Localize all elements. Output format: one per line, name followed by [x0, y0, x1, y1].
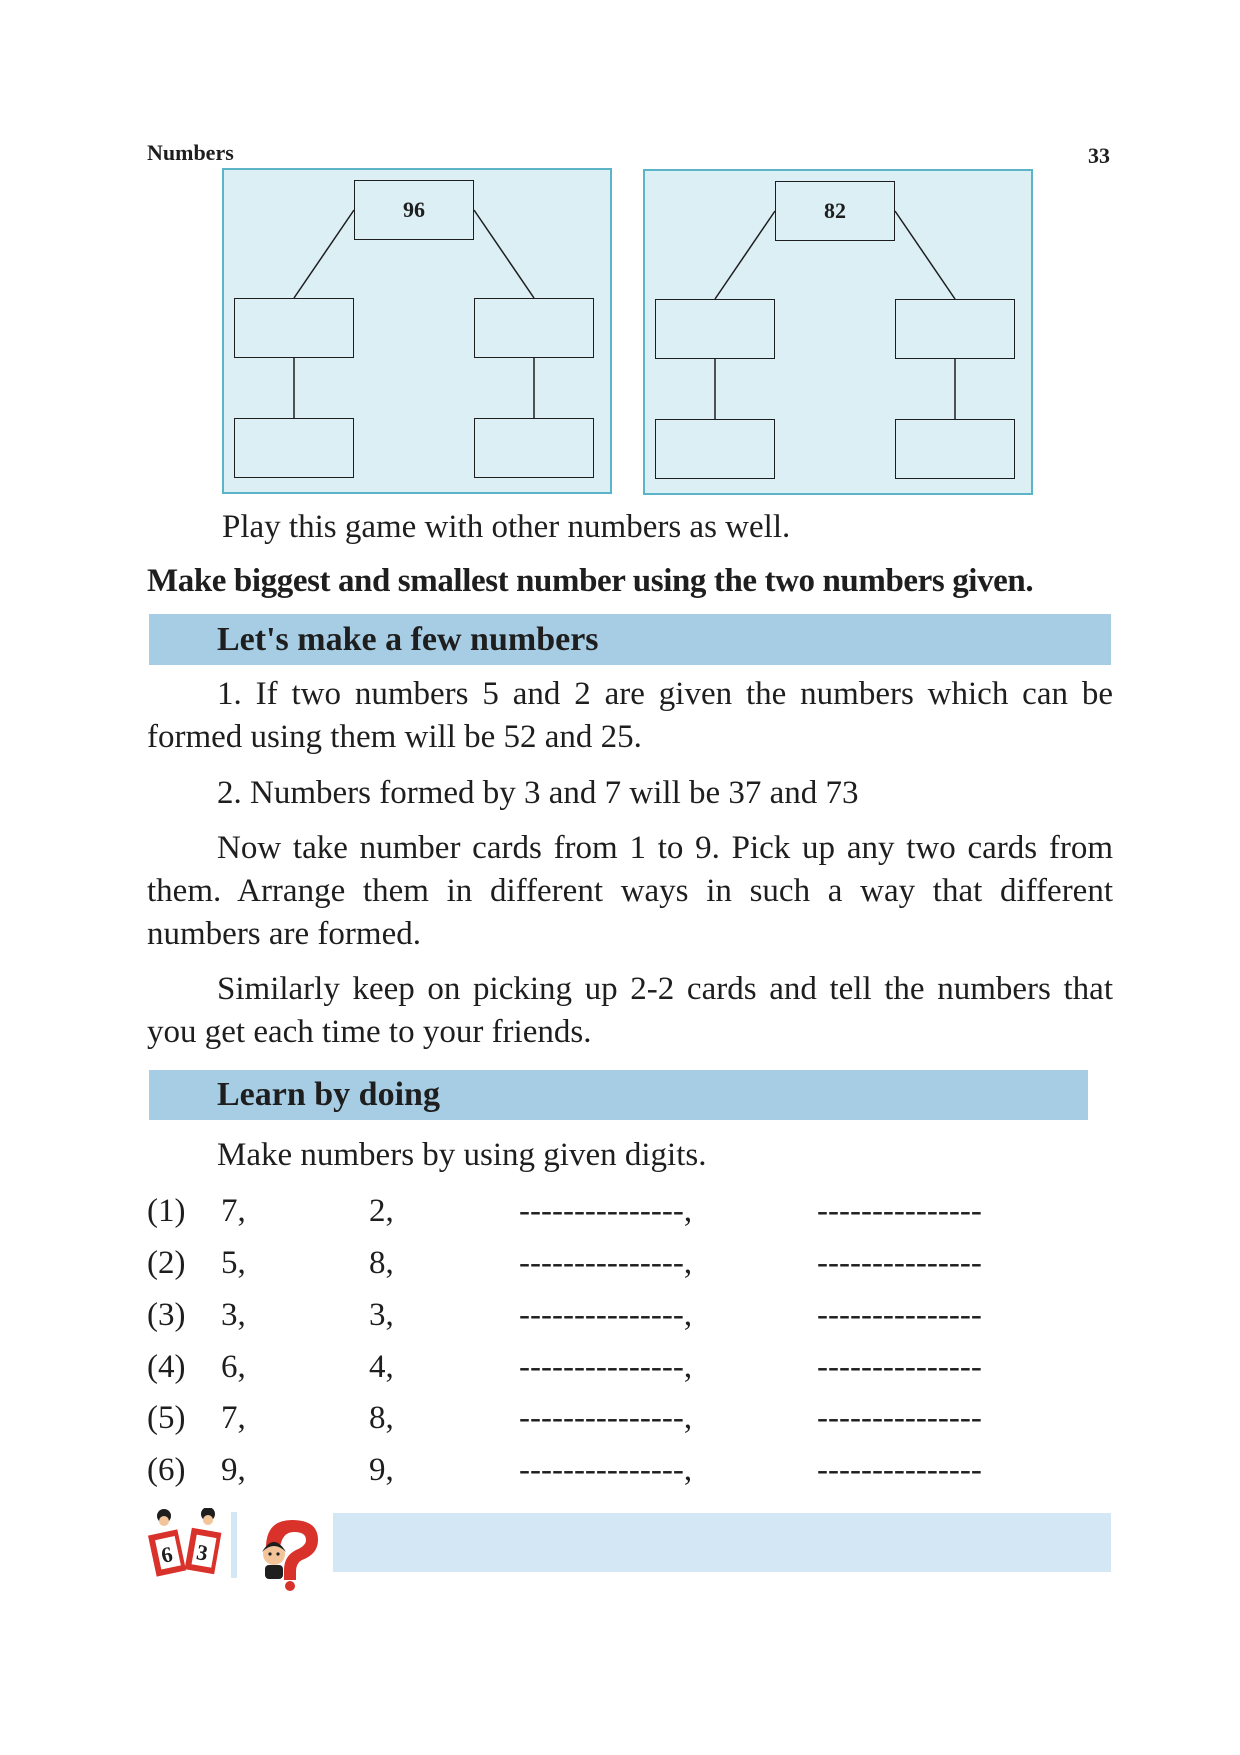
answer-blank-2[interactable]: ---------------: [817, 1452, 982, 1488]
tree-mid-left-box[interactable]: [234, 298, 354, 358]
tree-bottom-left-box[interactable]: [655, 419, 775, 479]
digit-1: 7,: [221, 1400, 246, 1436]
answer-blank-2[interactable]: ---------------: [817, 1245, 982, 1281]
number-tree-96: [222, 168, 612, 494]
answer-blank-2[interactable]: ---------------: [817, 1349, 982, 1385]
answer-blank-1[interactable]: ---------------,: [519, 1297, 693, 1333]
tree-bottom-right-box[interactable]: [895, 419, 1015, 479]
digit-2: 8,: [369, 1245, 394, 1281]
band-title: Let's make a few numbers: [217, 620, 599, 658]
play-instruction: Play this game with other numbers as well.: [222, 509, 791, 545]
digit-1: 9,: [221, 1452, 246, 1488]
digit-2: 8,: [369, 1400, 394, 1436]
exercise-number: (4): [147, 1349, 186, 1385]
digit-2: 2,: [369, 1193, 394, 1229]
number-tree-82: [643, 169, 1033, 495]
exercise-row: [147, 1245, 1047, 1289]
exercise-row: [147, 1452, 1047, 1496]
card-digit: 3: [194, 1539, 210, 1566]
exercise-number: (6): [147, 1452, 186, 1488]
footer-icons: [148, 1508, 328, 1592]
answer-blank-1[interactable]: ---------------,: [519, 1400, 693, 1436]
answer-blank-1[interactable]: ---------------,: [519, 1245, 693, 1281]
digit-1: 6,: [221, 1349, 246, 1385]
number-cards-paragraph: Now take number cards from 1 to 9. Pick up any two cards from them. Arrange them in different ways in such a way that different numbers are formed.: [147, 830, 1113, 952]
running-head-title: Numbers: [147, 140, 234, 165]
digit-2: 9,: [369, 1452, 394, 1488]
exercise-row: [147, 1349, 1047, 1393]
answer-blank-2[interactable]: ---------------: [817, 1400, 982, 1436]
tree-mid-left-box[interactable]: [655, 299, 775, 359]
similarly-paragraph: Similarly keep on picking up 2-2 cards and tell the numbers that you get each time to your friends.: [147, 971, 1113, 1050]
exercise-number: (5): [147, 1400, 186, 1436]
section-heading: Make biggest and smallest number using the two numbers given.: [147, 563, 1034, 599]
digit-1: 7,: [221, 1193, 246, 1229]
lets-make-numbers-band: [149, 614, 1111, 665]
digit-2: 3,: [369, 1297, 394, 1333]
tree-root-box: 96: [354, 180, 474, 240]
exercise-number: (3): [147, 1297, 186, 1333]
exercise-row: [147, 1400, 1047, 1444]
answer-blank-2[interactable]: ---------------: [817, 1193, 982, 1229]
answer-blank-1[interactable]: ---------------,: [519, 1349, 693, 1385]
band-title: Learn by doing: [217, 1076, 440, 1113]
exercise-number: (1): [147, 1193, 186, 1229]
tree-root-box: 82: [775, 181, 895, 241]
thinking-question-mark-icon: [262, 1520, 318, 1591]
digit-1: 3,: [221, 1297, 246, 1333]
tree-bottom-left-box[interactable]: [234, 418, 354, 478]
tree-bottom-right-box[interactable]: [474, 418, 594, 478]
card-digit: 6: [158, 1541, 175, 1568]
example-2: 2. Numbers formed by 3 and 7 will be 37 and 73: [217, 775, 859, 811]
tree-mid-right-box[interactable]: [895, 299, 1015, 359]
exercise-instruction: Make numbers by using given digits.: [217, 1137, 707, 1173]
page-number: 33: [1088, 143, 1110, 168]
answer-blank-1[interactable]: ---------------,: [519, 1452, 693, 1488]
digit-2: 4,: [369, 1349, 394, 1385]
kids-holding-number-cards-icon: [148, 1508, 221, 1577]
digit-1: 5,: [221, 1245, 246, 1281]
example-1: 1. If two numbers 5 and 2 are given the numbers which can be formed using them will be 52 and 25.: [147, 676, 1113, 755]
exercise-number: (2): [147, 1245, 186, 1281]
answer-blank-1[interactable]: ---------------,: [519, 1193, 693, 1229]
exercise-row: [147, 1193, 1047, 1237]
tree-mid-right-box[interactable]: [474, 298, 594, 358]
learn-by-doing-band: [149, 1070, 1088, 1120]
answer-blank-2[interactable]: ---------------: [817, 1297, 982, 1333]
footer-strip: [333, 1513, 1111, 1572]
exercise-row: [147, 1297, 1047, 1341]
